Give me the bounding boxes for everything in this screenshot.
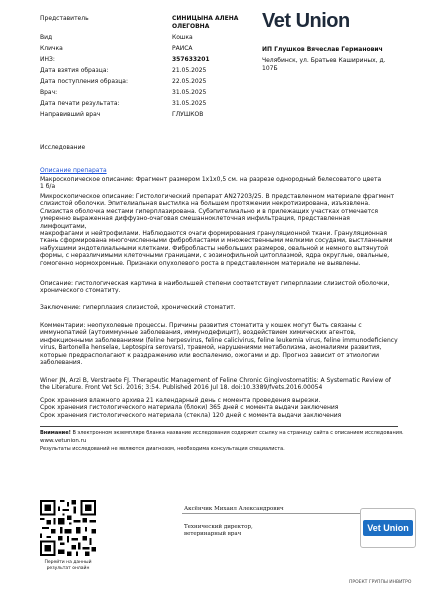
- macro-line: 1 б/а: [40, 183, 56, 191]
- qr-caption-line: Перейти на данный: [44, 560, 92, 565]
- micro-line: набухшими эндотелиальными клетками. Фибробласты небольших размеров, овальной и немного вытянутой: [40, 244, 388, 252]
- micro-line: макрофагами и нейтрофилами. Наблюдаются очаги формирования грануляционной ткани. Грануляционная: [40, 230, 388, 238]
- field-label-inz: ИНЗ:: [40, 56, 55, 63]
- field-label-representative: Представитель: [40, 15, 89, 22]
- field-value-print-date: 31.05.2025: [172, 100, 207, 107]
- site-link[interactable]: www.vetunion.ru: [40, 438, 87, 444]
- storage-line: Срок хранения гистологического материала (стекла) 120 дней с момента выдачи заключения: [40, 411, 342, 419]
- study-heading: Исследование: [40, 144, 86, 151]
- comment-line: заболевания.: [40, 359, 83, 367]
- signer-title-line: ветеринарный врач: [184, 531, 242, 537]
- comment-line: инфекционными заболеваниями (feline herpesvirus, feline calicivirus, feline leukemia virus, feline immunodeficiency: [40, 336, 398, 344]
- field-label-nickname: Кличка: [40, 45, 63, 52]
- qr-caption-line: результат онлайн: [46, 565, 90, 571]
- micro-line: слизистой оболочки. Эпителиальная выстилка на большем протяжении некротизирована, изъязвлена.: [40, 200, 371, 208]
- clinic-address-line2: 107Б: [262, 65, 278, 72]
- summary-description: [40, 280, 398, 295]
- qr-code-icon[interactable]: [40, 500, 96, 556]
- micro-description: [40, 193, 398, 267]
- disclaimer: Результаты исследований не являются диагнозом, необходима консультация специалиста.: [40, 446, 285, 452]
- field-label-doctor: Врач:: [40, 89, 58, 96]
- attention-text: В электронном экземпляре бланка название исследования содержит ссылку на страницу сайта с описанием исследования.: [70, 430, 404, 436]
- literature-reference: [40, 377, 398, 392]
- comment-line: virus, Bartonella henselae, Leptospira serovars), травмой, нарушениями метаболизма, аномалиями развития,: [40, 344, 382, 352]
- storage-line: Срок хранения гистологического материала (блоки) 365 дней с момента выдачи заключения: [40, 404, 339, 412]
- field-value-nickname: РАИСА: [172, 45, 193, 52]
- field-value-species: Кошка: [172, 34, 193, 41]
- micro-line: Микроскопическое описание: Гистологический препарат AN27203/25. В представленном материале фрагмент: [40, 193, 395, 200]
- signer-title: [184, 524, 253, 538]
- micro-line: умеренно выраженная диффузно-очаговая смешанноклеточная инфильтрация, представленная лимфоцитами,: [40, 215, 350, 230]
- field-label-species: Вид: [40, 34, 53, 41]
- field-value-receipt-date: 22.05.2025: [172, 78, 207, 85]
- micro-line: Слизистая оболочка местами гиперплазирована. Субэпителиально и в прилежащих участках отмечается: [40, 207, 378, 215]
- reference-line: the Literature. Front Vet Sci. 2016; 3:54. Published 2016 Jul 18. doi:10.3389/fvets.2016.00054: [40, 384, 323, 392]
- storage-terms: [40, 397, 398, 419]
- macro-line: Макроскопическое описание: Фрагмент размером 1х1х0,5 см. на разрезе однородный белесоватого цвета: [40, 176, 382, 183]
- summary-line: Описание: гистологическая картина в наибольшей степени соответствует гиперплазии слизистой оболочки,: [40, 280, 390, 287]
- comments: [40, 322, 398, 366]
- field-value-representative: СИНИЦЫНА АЛЕНА: [172, 15, 239, 22]
- summary-line: хронического стоматиту.: [40, 287, 121, 295]
- micro-line: ткань сформирована многочисленными фибробластами и множественными мелкими сосудами, выстланными: [40, 237, 393, 245]
- field-label-sample-date: Дата взятия образца:: [40, 67, 109, 74]
- field-value-doctor: 31.05.2025: [172, 89, 207, 96]
- attention-label: Внимание!: [40, 430, 71, 436]
- project-line: ПРОЕКТ ГРУППЫ ИНВИТРО: [349, 580, 412, 585]
- study-description-link[interactable]: Описание препарата: [40, 167, 107, 174]
- stamp-logo: Vet Union: [363, 520, 413, 536]
- comment-line: иммунопатией (аутоиммунные заболевания, иммунодефицит), воздействием химических агентов,: [40, 329, 356, 337]
- vet-union-logo: Vet Union: [262, 10, 350, 32]
- stamp: [360, 508, 416, 548]
- field-value-representative-line2: ОЛЕГОВНА: [172, 23, 210, 30]
- signer-title-line: Технический директор,: [184, 524, 253, 530]
- attention-note: [40, 430, 410, 436]
- field-label-referring-doctor: Направивший врач: [40, 111, 101, 118]
- field-value-referring-doctor: ГЛУШКОВ: [172, 111, 204, 118]
- micro-line: гомогенно нормохромные. Признаки опухолевого роста в представленном материале не выявлены.: [40, 259, 361, 267]
- qr-caption: [40, 560, 96, 571]
- conclusion: Заключение: гиперплазия слизистой, хронический стоматит.: [40, 304, 236, 311]
- comment-line: Комментарии: неопухолевые процессы. Причины развития стоматита у кошек могут быть связаны с: [40, 322, 362, 329]
- comment-line: которые предрасполагают к раздражению или воспалению, ожогами и др. Прогноз зависит от этиологии: [40, 351, 380, 359]
- signer-name: Аксёнчик Михаил Александрович: [184, 506, 284, 512]
- storage-line: Срок хранения влажного архива 21 календарный день с момента проведения вырезки.: [40, 397, 321, 404]
- field-value-inz: 357633201: [172, 56, 210, 63]
- clinic-address-line1: Челябинск, ул. Братьев Кашириных, д.: [262, 57, 386, 64]
- field-value-sample-date: 21.05.2025: [172, 67, 207, 74]
- micro-line: формы, с неразличимыми клеточными границами, с эозинофильной цитоплазмой, ядра округлые, овальные,: [40, 252, 390, 260]
- signature-line: [182, 513, 362, 514]
- macro-description: [40, 176, 398, 191]
- divider: [40, 426, 398, 427]
- clinic-name: ИП Глушков Вячеслав Германович: [262, 46, 383, 53]
- field-label-receipt-date: Дата поступления образца:: [40, 78, 128, 85]
- reference-line: Winer JN, Arzi B, Verstraete FJ. Therapeutic Management of Feline Chronic Gingivostomatitis: A Systematic Review of: [40, 377, 391, 384]
- field-label-print-date: Дата печати результата:: [40, 100, 120, 107]
